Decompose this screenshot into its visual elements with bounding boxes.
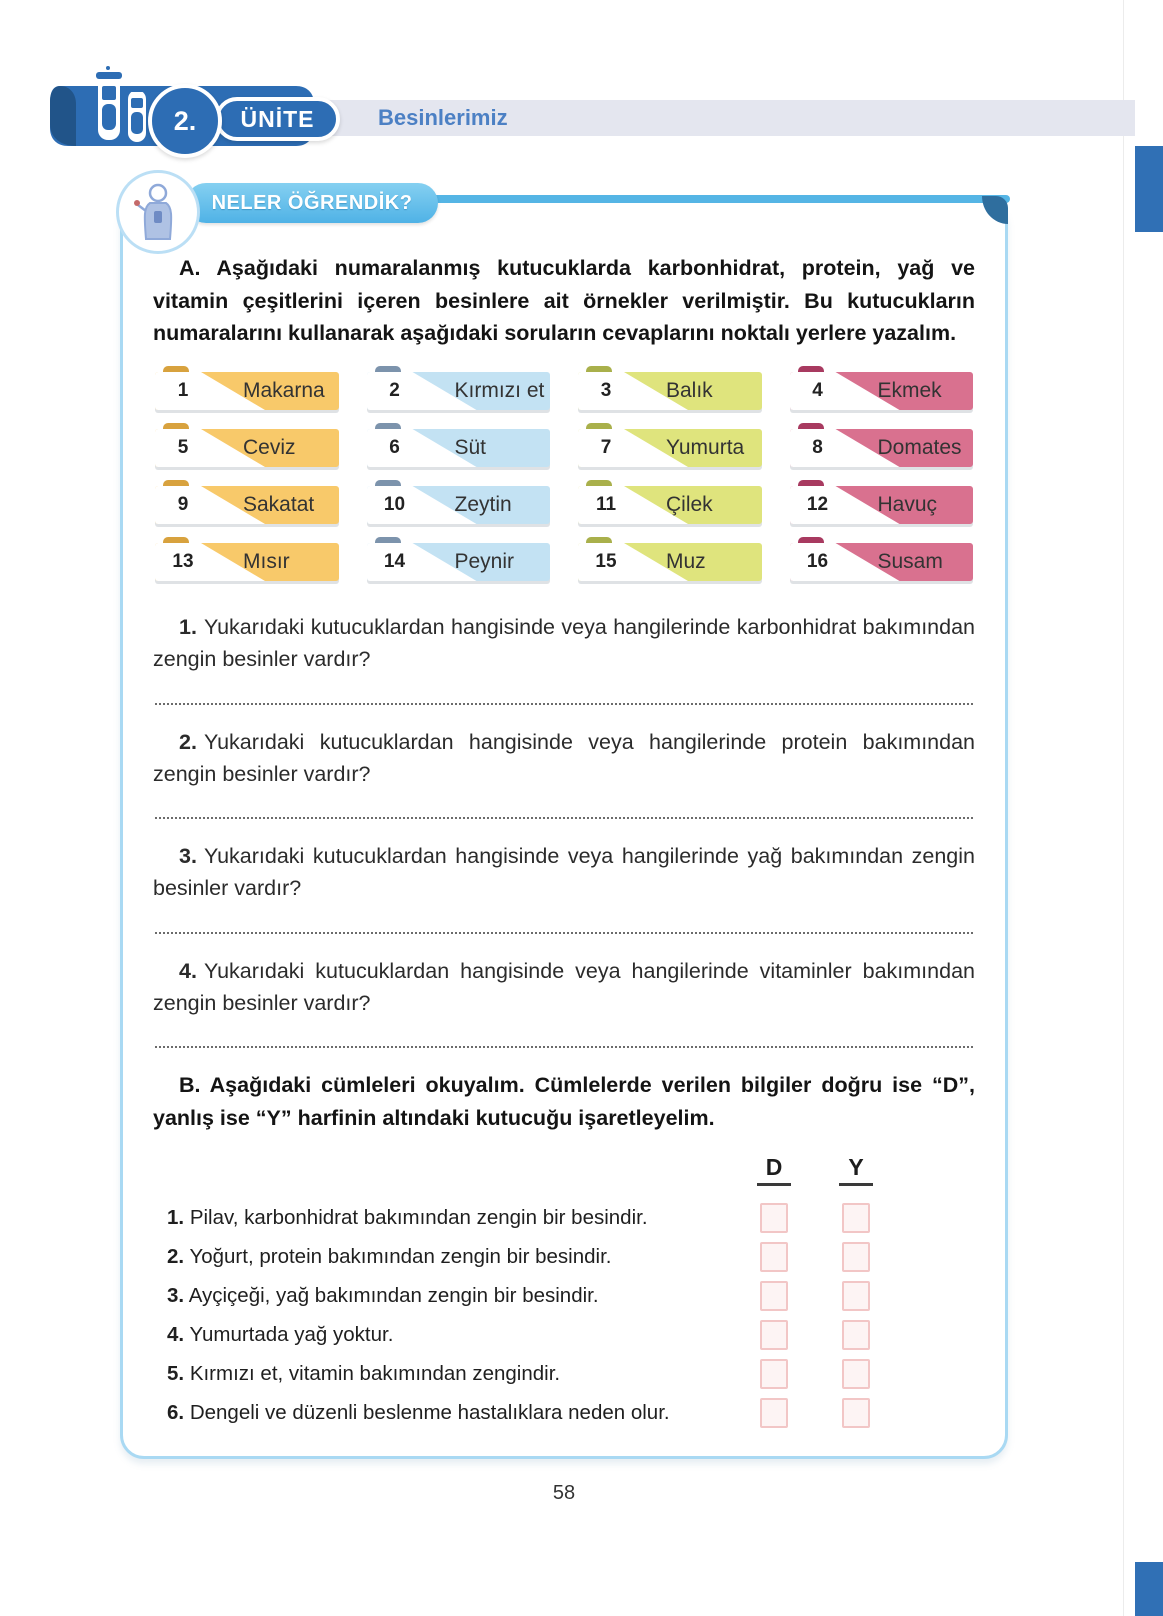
food-grid (155, 372, 973, 581)
statement-text-line (153, 1206, 733, 1230)
false-checkbox[interactable] (842, 1320, 870, 1350)
true-checkbox[interactable] (760, 1203, 788, 1233)
statements (153, 1198, 975, 1432)
statement-text: Kırmızı et, vitamin bakımından zengindir. (189, 1361, 561, 1385)
food-name: Muz (666, 550, 706, 574)
food-number: 13 (172, 551, 194, 573)
food-number: 12 (806, 494, 829, 516)
statement-number: 1. (167, 1205, 185, 1229)
statement-row (153, 1276, 975, 1315)
statement-text: Yoğurt, protein bakımından zengin bir besindir. (189, 1244, 612, 1268)
true-checkbox[interactable] (760, 1320, 788, 1350)
statement-row (153, 1315, 975, 1354)
unit-topic-bar (320, 100, 1135, 136)
answer-dotted-line[interactable] (155, 932, 973, 934)
statement-text-line (153, 1401, 733, 1425)
false-checkbox[interactable] (842, 1281, 870, 1311)
food-number: 11 (595, 494, 617, 516)
statement-text-line (153, 1245, 733, 1269)
statement-row (153, 1237, 975, 1276)
question-text-line (153, 840, 975, 905)
page-edge-line (1123, 0, 1124, 1616)
question-text-line (153, 726, 975, 791)
dy-header-row (153, 1154, 975, 1186)
unit-topic-label: Besinlerimiz (378, 105, 508, 130)
food-label-box (790, 486, 974, 524)
scientist-badge (116, 170, 200, 254)
question-number: 2. (179, 729, 197, 754)
false-checkbox[interactable] (842, 1359, 870, 1389)
false-column-header: Y (839, 1154, 872, 1186)
unit-number: 2. (173, 105, 197, 136)
answer-dotted-line[interactable] (155, 1046, 973, 1048)
scientist-icon (132, 181, 184, 243)
true-checkbox[interactable] (760, 1398, 788, 1428)
food-number: 7 (600, 437, 612, 459)
question-number: 1. (179, 615, 197, 640)
food-name: Süt (454, 436, 487, 460)
food-number: 2 (389, 380, 400, 402)
food-label-box (790, 429, 974, 467)
food-number: 9 (177, 494, 189, 516)
food-number: 4 (812, 380, 823, 402)
food-label-box (367, 429, 551, 467)
answer-dotted-line[interactable] (155, 703, 973, 705)
statement-number: 5. (167, 1361, 185, 1385)
food-number: 10 (383, 494, 406, 516)
food-label-box (155, 543, 339, 581)
statement-row (153, 1393, 975, 1432)
food-label-box (790, 543, 974, 581)
statement-number: 3. (167, 1283, 185, 1307)
food-number: 14 (383, 551, 406, 573)
unit-number-badge (148, 84, 222, 158)
true-checkbox[interactable] (760, 1242, 788, 1272)
food-label-box (155, 486, 339, 524)
unit-label-pill (215, 97, 340, 141)
box-top-rule (424, 195, 1010, 203)
section-title-pill (186, 183, 438, 223)
food-name: Domates (877, 436, 962, 460)
false-checkbox[interactable] (842, 1398, 870, 1428)
statement-number: 2. (167, 1244, 185, 1268)
question-text-line (153, 611, 975, 676)
question-text: Yukarıdaki kutucuklardan hangisinde veya hangilerinde protein bakımından zengin besinler vardır? (153, 729, 975, 786)
food-label-box (155, 372, 339, 410)
page-number: 58 (552, 1482, 576, 1504)
false-checkbox[interactable] (842, 1203, 870, 1233)
food-name: Sakatat (243, 493, 315, 517)
statement-number: 6. (167, 1400, 185, 1424)
statement-text: Dengeli ve düzenli beslenme hastalıklara neden olur. (189, 1400, 670, 1424)
food-label-box (367, 543, 551, 581)
food-number: 5 (177, 437, 189, 459)
food-number: 6 (389, 437, 400, 459)
food-name: Kırmızı et (454, 379, 545, 403)
statement-text-line (153, 1323, 733, 1347)
part-a-instruction: A. Aşağıdaki numaralanmış kutucuklarda karbonhidrat, protein, yağ ve vitamin çeşitlerini içeren besinlere ait örnekler verilmiştir. Bu kutucukların numaralarını kullanarak aşağıdaki soruların cevaplarını noktalı yerlere yazalım. (153, 256, 975, 346)
food-name: Yumurta (666, 436, 745, 460)
food-label-box (367, 486, 551, 524)
review-content-box (120, 199, 1008, 1459)
food-name: Ekmek (877, 379, 942, 403)
page-edge-tab-top (1135, 146, 1163, 232)
false-checkbox[interactable] (842, 1242, 870, 1272)
food-number: 16 (806, 551, 829, 573)
true-column-header: D (757, 1154, 792, 1186)
statement-text: Ayçiçeği, yağ bakımından zengin bir besindir. (188, 1283, 599, 1307)
statement-text: Pilav, karbonhidrat bakımından zengin bir besindir. (189, 1205, 648, 1229)
food-number: 8 (812, 437, 823, 459)
question-text: Yukarıdaki kutucuklardan hangisinde veya hangilerinde karbonhidrat bakımından zengin besinler vardır? (153, 615, 975, 672)
food-number: 1 (177, 380, 189, 402)
statement-text: Yumurtada yağ yoktur. (189, 1322, 394, 1346)
question-block (153, 955, 975, 1049)
question-text-line (153, 955, 975, 1020)
question-block (153, 840, 975, 934)
food-name: Balık (666, 379, 713, 403)
statement-number: 4. (167, 1322, 185, 1346)
section-title: NELER ÖĞRENDİK? (211, 191, 413, 214)
question-block (153, 726, 975, 820)
food-label-box (790, 372, 974, 410)
food-name: Ceviz (243, 436, 296, 460)
food-label-box (578, 372, 762, 410)
food-name: Mısır (243, 550, 290, 574)
food-name: Çilek (666, 493, 713, 517)
food-label-box (155, 429, 339, 467)
statement-row (153, 1354, 975, 1393)
true-checkbox[interactable] (760, 1359, 788, 1389)
unit-label: ÜNİTE (240, 105, 315, 132)
questions (153, 611, 975, 1048)
food-name: Peynir (454, 550, 515, 574)
food-label-box (578, 429, 762, 467)
food-label-box (578, 486, 762, 524)
page-edge-tab-bottom (1135, 1562, 1163, 1616)
food-name: Makarna (243, 379, 325, 403)
food-label-box (367, 372, 551, 410)
food-name: Havuç (877, 493, 938, 517)
question-block (153, 611, 975, 705)
food-number: 3 (600, 380, 612, 402)
question-text: Yukarıdaki kutucuklardan hangisinde veya hangilerinde vitaminler bakımından zengin besinler vardır? (153, 958, 975, 1015)
question-number: 4. (179, 958, 197, 983)
statement-text-line (153, 1362, 733, 1386)
answer-dotted-line[interactable] (155, 817, 973, 819)
food-number: 15 (595, 551, 617, 573)
food-name: Susam (877, 550, 943, 574)
food-label-box (578, 543, 762, 581)
true-checkbox[interactable] (760, 1281, 788, 1311)
statement-row (153, 1198, 975, 1237)
question-number: 3. (179, 844, 197, 869)
part-b-instruction: B. Aşağıdaki cümleleri okuyalım. Cümlelerde verilen bilgiler doğru ise “D”, yanlış ise “Y” harfinin altındaki kutucuğu işaretleyelim. (153, 1073, 975, 1130)
question-text: Yukarıdaki kutucuklardan hangisinde veya hangilerinde yağ bakımından zengin besinler vardır? (153, 844, 975, 901)
food-name: Zeytin (454, 493, 512, 517)
statement-text-line (153, 1284, 733, 1308)
